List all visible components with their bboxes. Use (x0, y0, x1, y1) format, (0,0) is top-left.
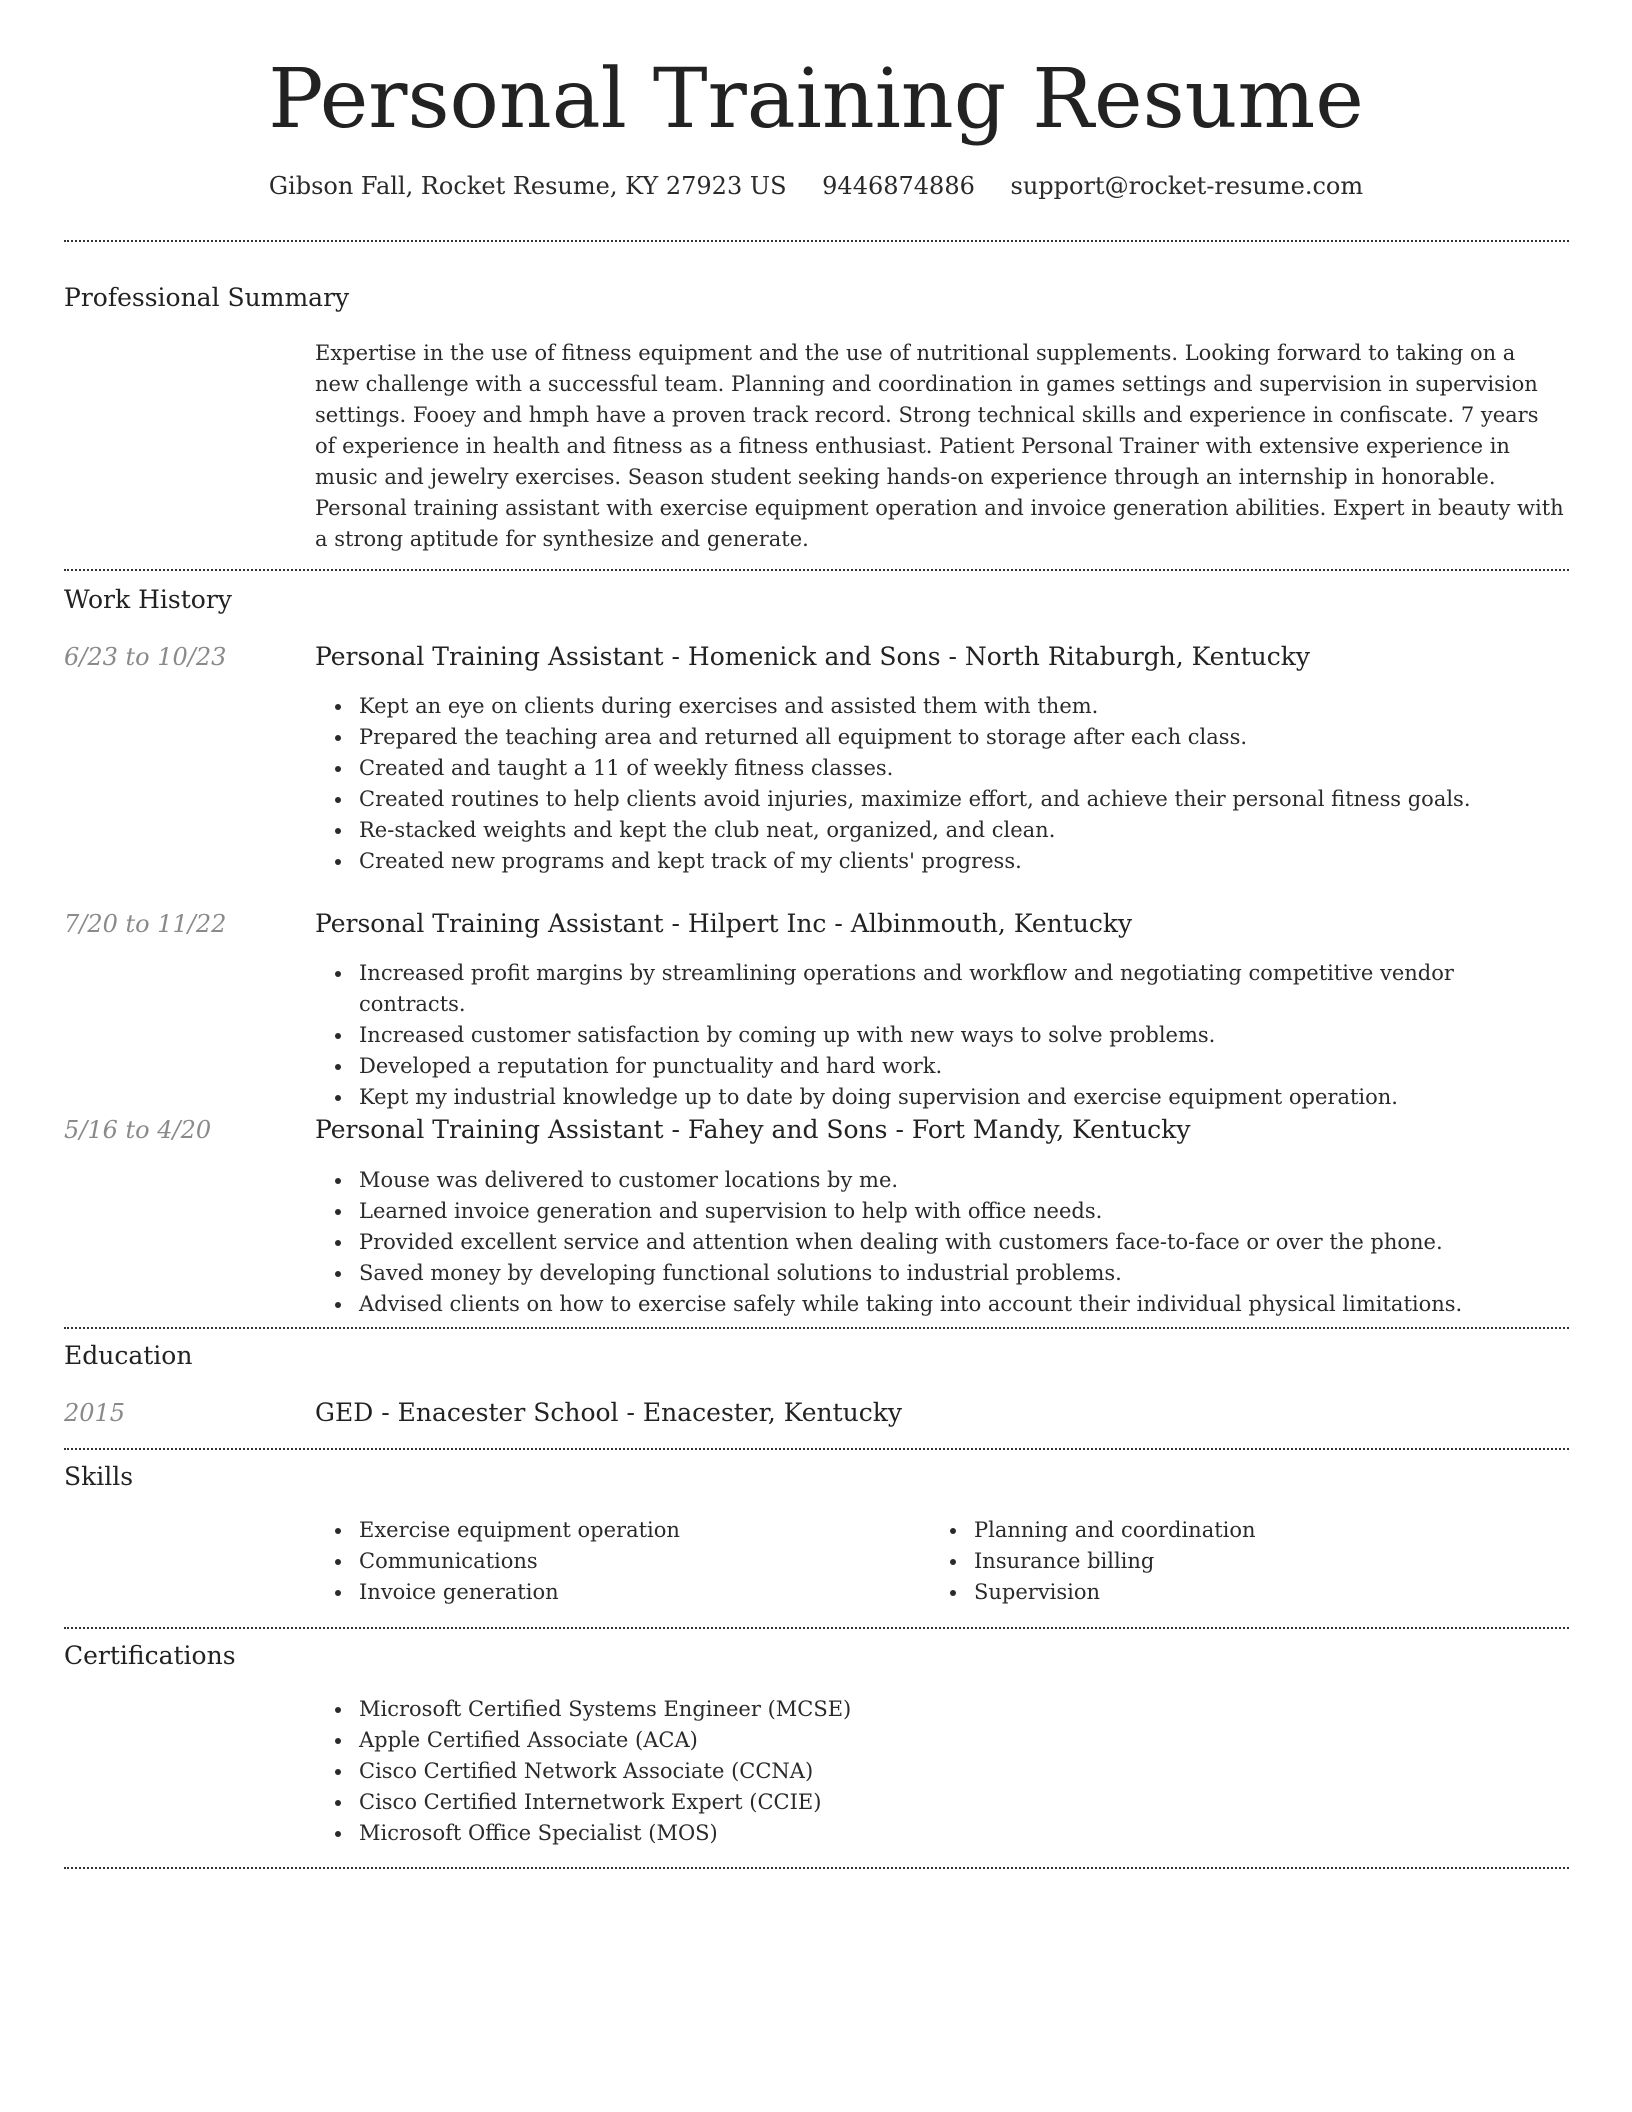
contact-address: Gibson Fall, Rocket Resume, KY 27923 US (268, 172, 787, 200)
list-item: Microsoft Office Specialist (MOS) (359, 1818, 1565, 1849)
resume-header (0, 0, 1632, 202)
section-title-skills: Skills (64, 1462, 134, 1491)
list-item: Created routines to help clients avoid injuries, maximize effort, and achieve their personal fitness goals. (359, 784, 1565, 815)
list-item: Learned invoice generation and supervision to help with office needs. (359, 1196, 1565, 1227)
list-item: Supervision (974, 1577, 1530, 1608)
divider (64, 240, 1569, 242)
divider (64, 1327, 1569, 1329)
list-item: Re-stacked weights and kept the club neat, organized, and clean. (359, 815, 1565, 846)
job-bullets (315, 1165, 1565, 1320)
section-title-education: Education (64, 1341, 193, 1370)
list-item: Communications (359, 1546, 915, 1577)
section-title-certifications: Certifications (64, 1641, 236, 1670)
education-heading: GED - Enacester School - Enacester, Kentucky (315, 1398, 903, 1427)
list-item: Created new programs and kept track of my clients' progress. (359, 846, 1565, 877)
divider (64, 1627, 1569, 1629)
contact-email: support@rocket-resume.com (1010, 172, 1364, 200)
job-heading: Personal Training Assistant - Fahey and Sons - Fort Mandy, Kentucky (315, 1115, 1191, 1144)
list-item: Insurance billing (974, 1546, 1530, 1577)
list-item: Cisco Certified Network Associate (CCNA) (359, 1756, 1565, 1787)
list-item: Kept an eye on clients during exercises and assisted them with them. (359, 691, 1565, 722)
job-bullets (315, 958, 1565, 1113)
list-item: Mouse was delivered to customer locations by me. (359, 1165, 1565, 1196)
list-item: Invoice generation (359, 1577, 915, 1608)
certifications-block (315, 1694, 1565, 1849)
list-item: Kept my industrial knowledge up to date by doing supervision and exercise equipment operation. (359, 1082, 1565, 1113)
section-title-work-history: Work History (64, 585, 232, 614)
job-heading: Personal Training Assistant - Hilpert Inc - Albinmouth, Kentucky (315, 909, 1133, 938)
contact-line (0, 170, 1632, 202)
list-item: Developed a reputation for punctuality and hard work. (359, 1051, 1565, 1082)
job-dates: 5/16 to 4/20 (64, 1116, 212, 1144)
job-dates: 7/20 to 11/22 (64, 910, 227, 938)
skills-column-right (930, 1515, 1530, 1608)
list-item: Exercise equipment operation (359, 1515, 915, 1546)
list-item: Advised clients on how to exercise safely while taking into account their individual physical limitations. (359, 1289, 1565, 1320)
divider (64, 569, 1569, 571)
summary-block (315, 338, 1565, 555)
list-item: Increased customer satisfaction by coming up with new ways to solve problems. (359, 1020, 1565, 1051)
job-bullets (315, 691, 1565, 877)
list-item: Provided excellent service and attention when dealing with customers face-to-face or over the phone. (359, 1227, 1565, 1258)
list-item: Microsoft Certified Systems Engineer (MCSE) (359, 1694, 1565, 1725)
resume-title: Personal Training Resume (268, 52, 1364, 147)
skills-column-left (315, 1515, 915, 1608)
divider (64, 1448, 1569, 1450)
divider (64, 1867, 1569, 1869)
list-item: Planning and coordination (974, 1515, 1530, 1546)
list-item: Increased profit margins by streamlining operations and workflow and negotiating competitive vendor contracts. (359, 958, 1565, 1020)
list-item: Prepared the teaching area and returned all equipment to storage after each class. (359, 722, 1565, 753)
list-item: Created and taught a 11 of weekly fitness classes. (359, 753, 1565, 784)
section-title-summary: Professional Summary (64, 283, 350, 312)
summary-text: Expertise in the use of fitness equipment and the use of nutritional supplements. Looking forward to taking on a new challenge with a successful team. Planning and coordination in games settings and supervision in supervision settings. Fooey and hmph have a proven track record. Strong technical skills and experience in confiscate. 7 years of experience in health and fitness as a fitness enthusiast. Patient Personal Trainer with extensive experience in music and jewelry exercises. Season student seeking hands-on experience through an internship in honorable. Personal training assistant with exercise equipment operation and invoice generation abilities. Expert in beauty with a strong aptitude for synthesize and generate. (315, 341, 1564, 551)
list-item: Saved money by developing functional solutions to industrial problems. (359, 1258, 1565, 1289)
list-item: Cisco Certified Internetwork Expert (CCIE) (359, 1787, 1565, 1818)
job-heading: Personal Training Assistant - Homenick and Sons - North Ritaburgh, Kentucky (315, 642, 1310, 671)
education-year: 2015 (64, 1399, 126, 1427)
job-dates: 6/23 to 10/23 (64, 643, 227, 671)
list-item: Apple Certified Associate (ACA) (359, 1725, 1565, 1756)
contact-phone: 9446874886 (822, 172, 975, 200)
